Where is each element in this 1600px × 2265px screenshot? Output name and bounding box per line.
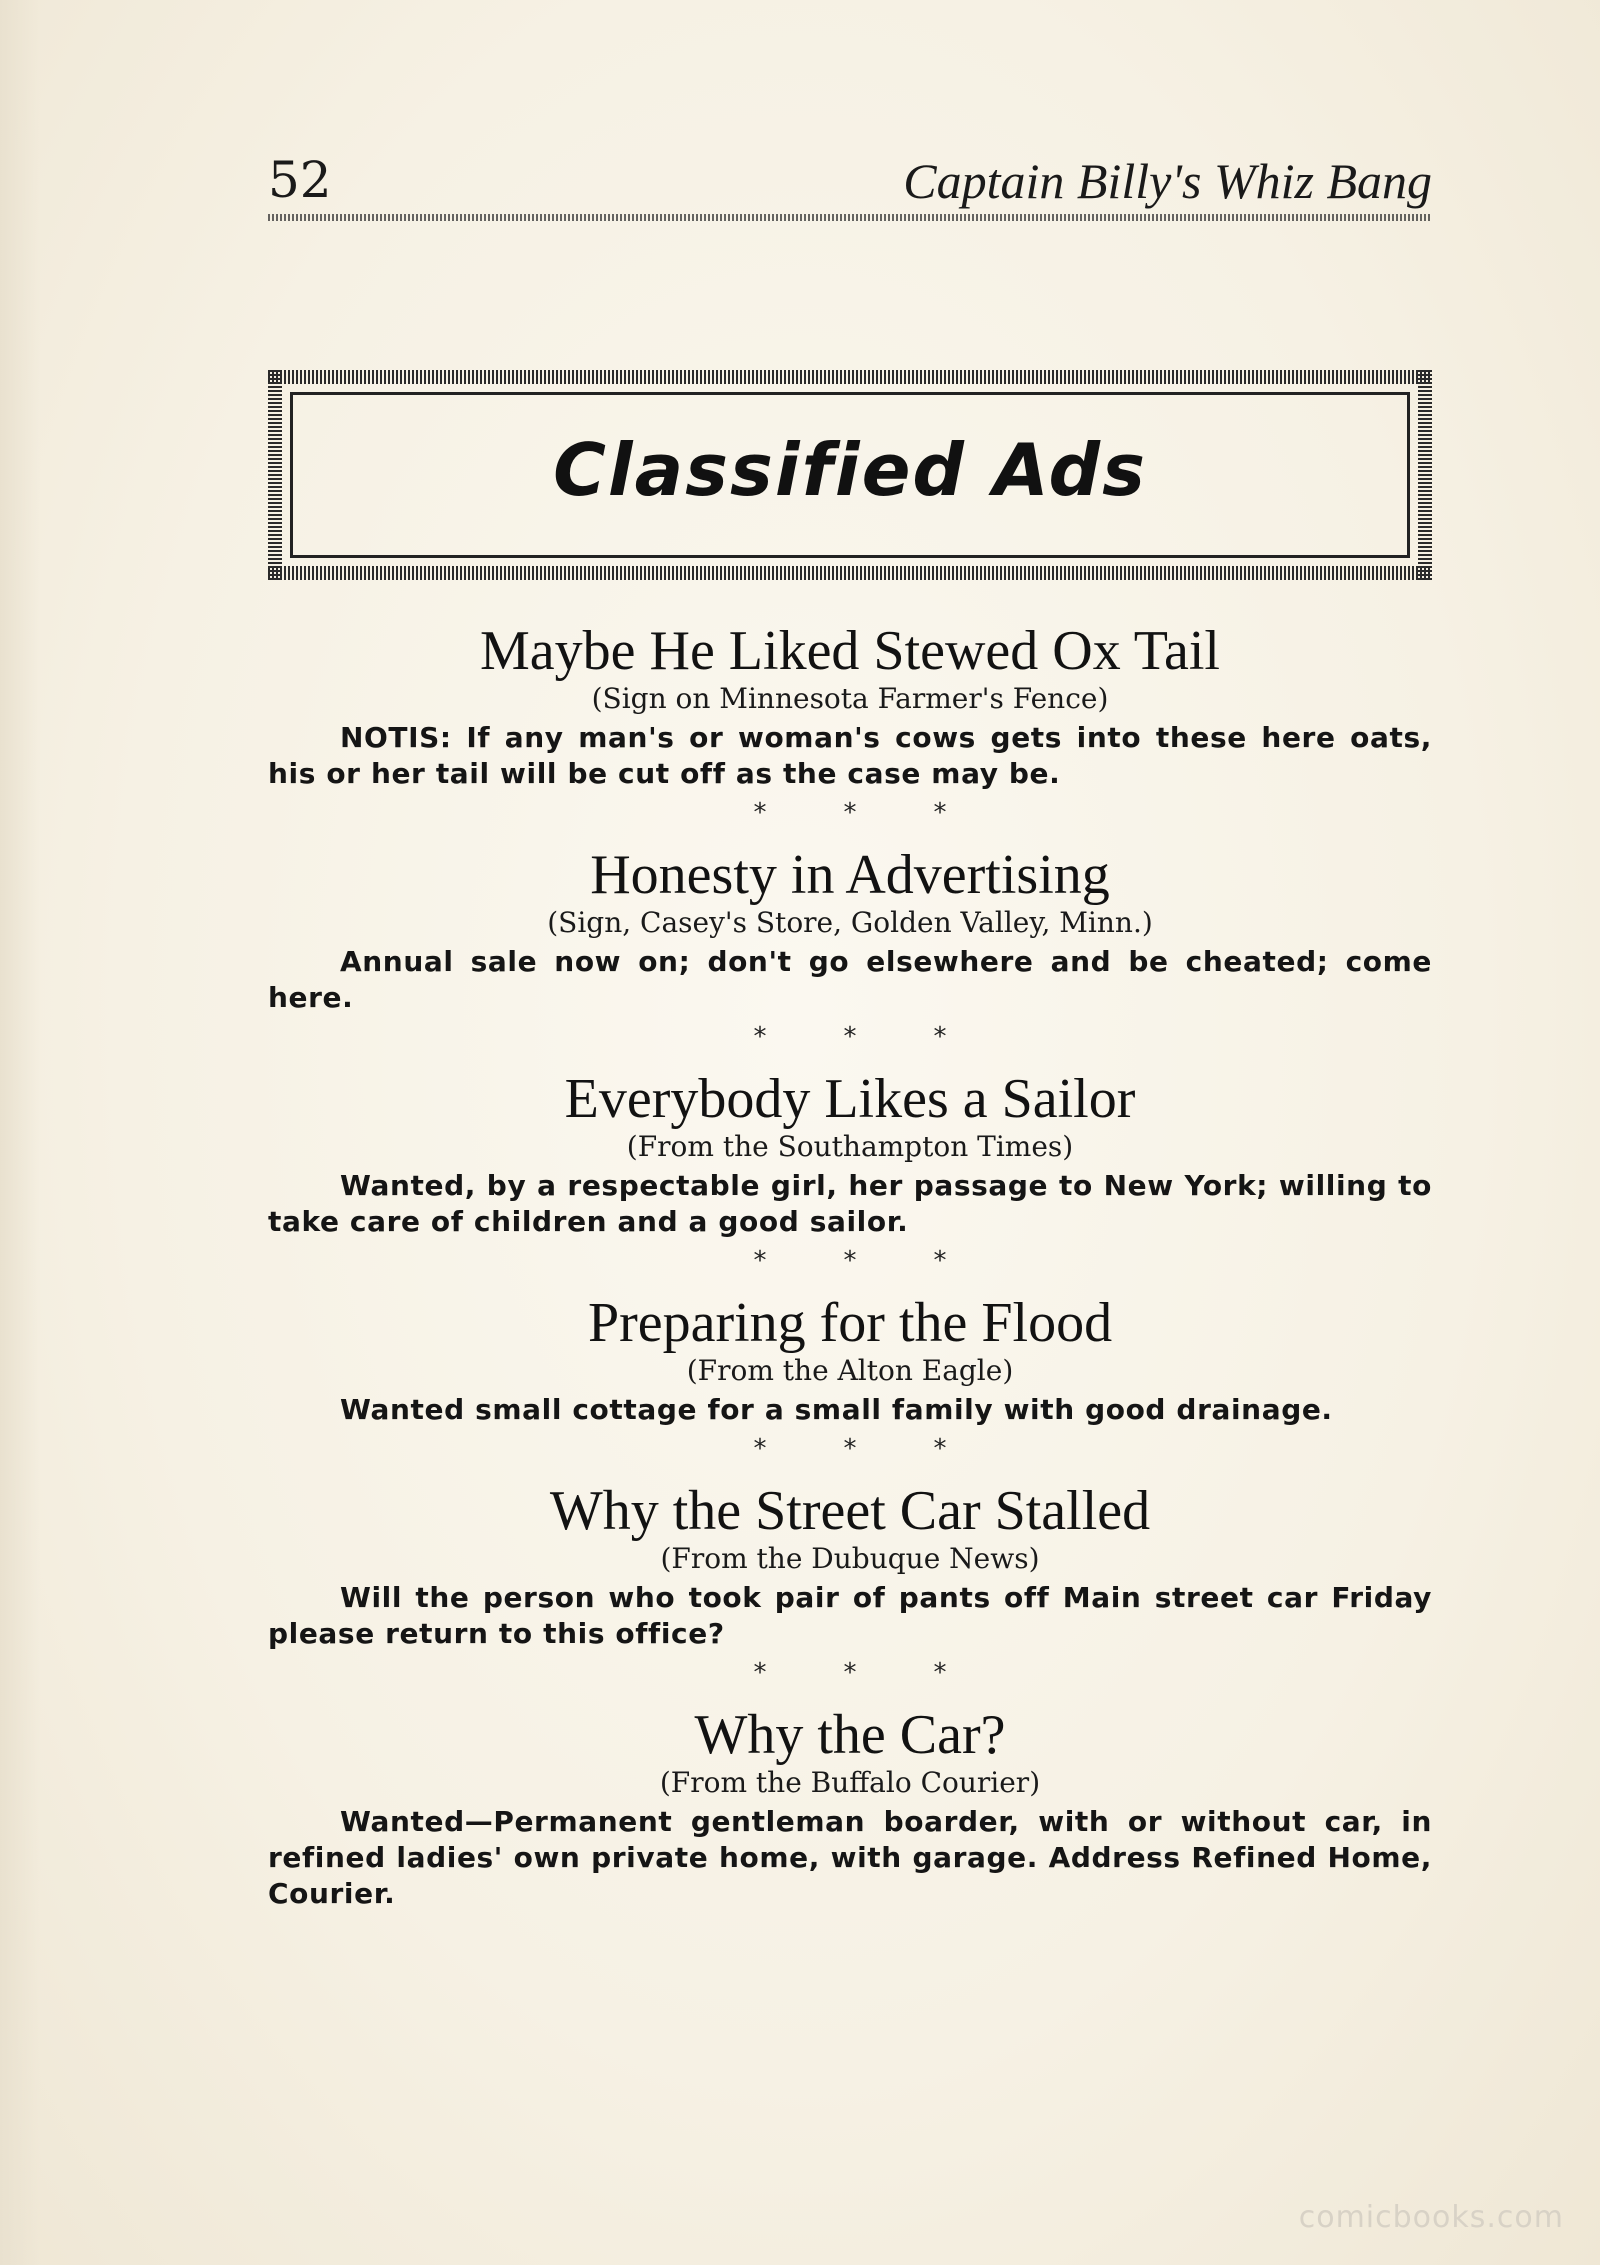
asterisk-icon: *: [843, 1658, 857, 1688]
ad-headline: Why the Street Car Stalled: [549, 1480, 1151, 1542]
ad-separator: [268, 1244, 1432, 1278]
ad-body: Will the person who took pair of pants off Main street car Friday please return to this office?: [268, 1581, 1432, 1650]
ad-separator: [268, 1020, 1432, 1054]
ad-source: (From the Dubuque News): [660, 1542, 1040, 1575]
section-banner: [268, 370, 1432, 580]
ad-separator: [268, 1432, 1432, 1466]
ad-source: (From the Southampton Times): [626, 1130, 1074, 1163]
ad-source: (From the Buffalo Courier): [659, 1766, 1041, 1799]
site-watermark: comicbooks.com: [1298, 2200, 1564, 2235]
page-number: 52: [268, 151, 332, 209]
ad-headline: Why the Car?: [694, 1704, 1006, 1766]
ad-separator: [268, 1656, 1432, 1690]
asterisk-icon: *: [753, 1022, 767, 1052]
asterisk-icon: *: [843, 798, 857, 828]
classified-ad: [268, 1068, 1432, 1278]
classified-ad: [268, 1480, 1432, 1690]
section-title: Classified Ads: [553, 428, 1147, 512]
ad-separator: [268, 796, 1432, 830]
classified-ad: [268, 620, 1432, 830]
asterisk-icon: *: [753, 1246, 767, 1276]
asterisk-icon: *: [753, 1434, 767, 1464]
ad-source: (Sign, Casey's Store, Golden Valley, Minn.): [547, 906, 1153, 939]
banner-border-bottom: [268, 566, 1432, 580]
asterisk-icon: *: [933, 798, 947, 828]
ad-body: Wanted, by a respectable girl, her passage to New York; willing to take care of children and a good sailor.: [268, 1169, 1432, 1238]
publication-title: Captain Billy's Whiz Bang: [903, 153, 1432, 209]
ad-body: NOTIS: If any man's or woman's cows gets into these here oats, his or her tail will be cut off as the case may be.: [268, 721, 1432, 790]
asterisk-icon: *: [843, 1022, 857, 1052]
classified-ads-list: [268, 620, 1432, 1912]
ad-body: Wanted small cottage for a small family with good drainage.: [340, 1393, 1333, 1426]
asterisk-icon: *: [753, 1658, 767, 1688]
asterisk-icon: *: [933, 1246, 947, 1276]
ad-headline: Maybe He Liked Stewed Ox Tail: [480, 620, 1220, 682]
ad-headline: Preparing for the Flood: [587, 1292, 1113, 1354]
ad-body: Annual sale now on; don't go elsewhere and be cheated; come here.: [268, 945, 1432, 1014]
classified-ad: [268, 1704, 1432, 1912]
running-header: [268, 150, 1432, 220]
banner-border-top: [268, 370, 1432, 384]
classified-ad: [268, 844, 1432, 1054]
asterisk-icon: *: [843, 1434, 857, 1464]
asterisk-icon: *: [753, 798, 767, 828]
ad-source: (From the Alton Eagle): [686, 1354, 1014, 1387]
asterisk-icon: *: [933, 1434, 947, 1464]
asterisk-icon: *: [933, 1022, 947, 1052]
ad-body: Wanted—Permanent gentleman boarder, with or without car, in refined ladies' own private home, with garage. Address Refined Home, Courier.: [268, 1805, 1432, 1910]
asterisk-icon: *: [933, 1658, 947, 1688]
classified-ad: [268, 1292, 1432, 1466]
asterisk-icon: *: [843, 1246, 857, 1276]
page-edge-shadow: [0, 0, 40, 2265]
header-rule: [268, 214, 1432, 221]
ad-headline: Honesty in Advertising: [590, 844, 1110, 906]
ad-source: (Sign on Minnesota Farmer's Fence): [591, 682, 1109, 715]
ad-headline: Everybody Likes a Sailor: [564, 1068, 1136, 1130]
